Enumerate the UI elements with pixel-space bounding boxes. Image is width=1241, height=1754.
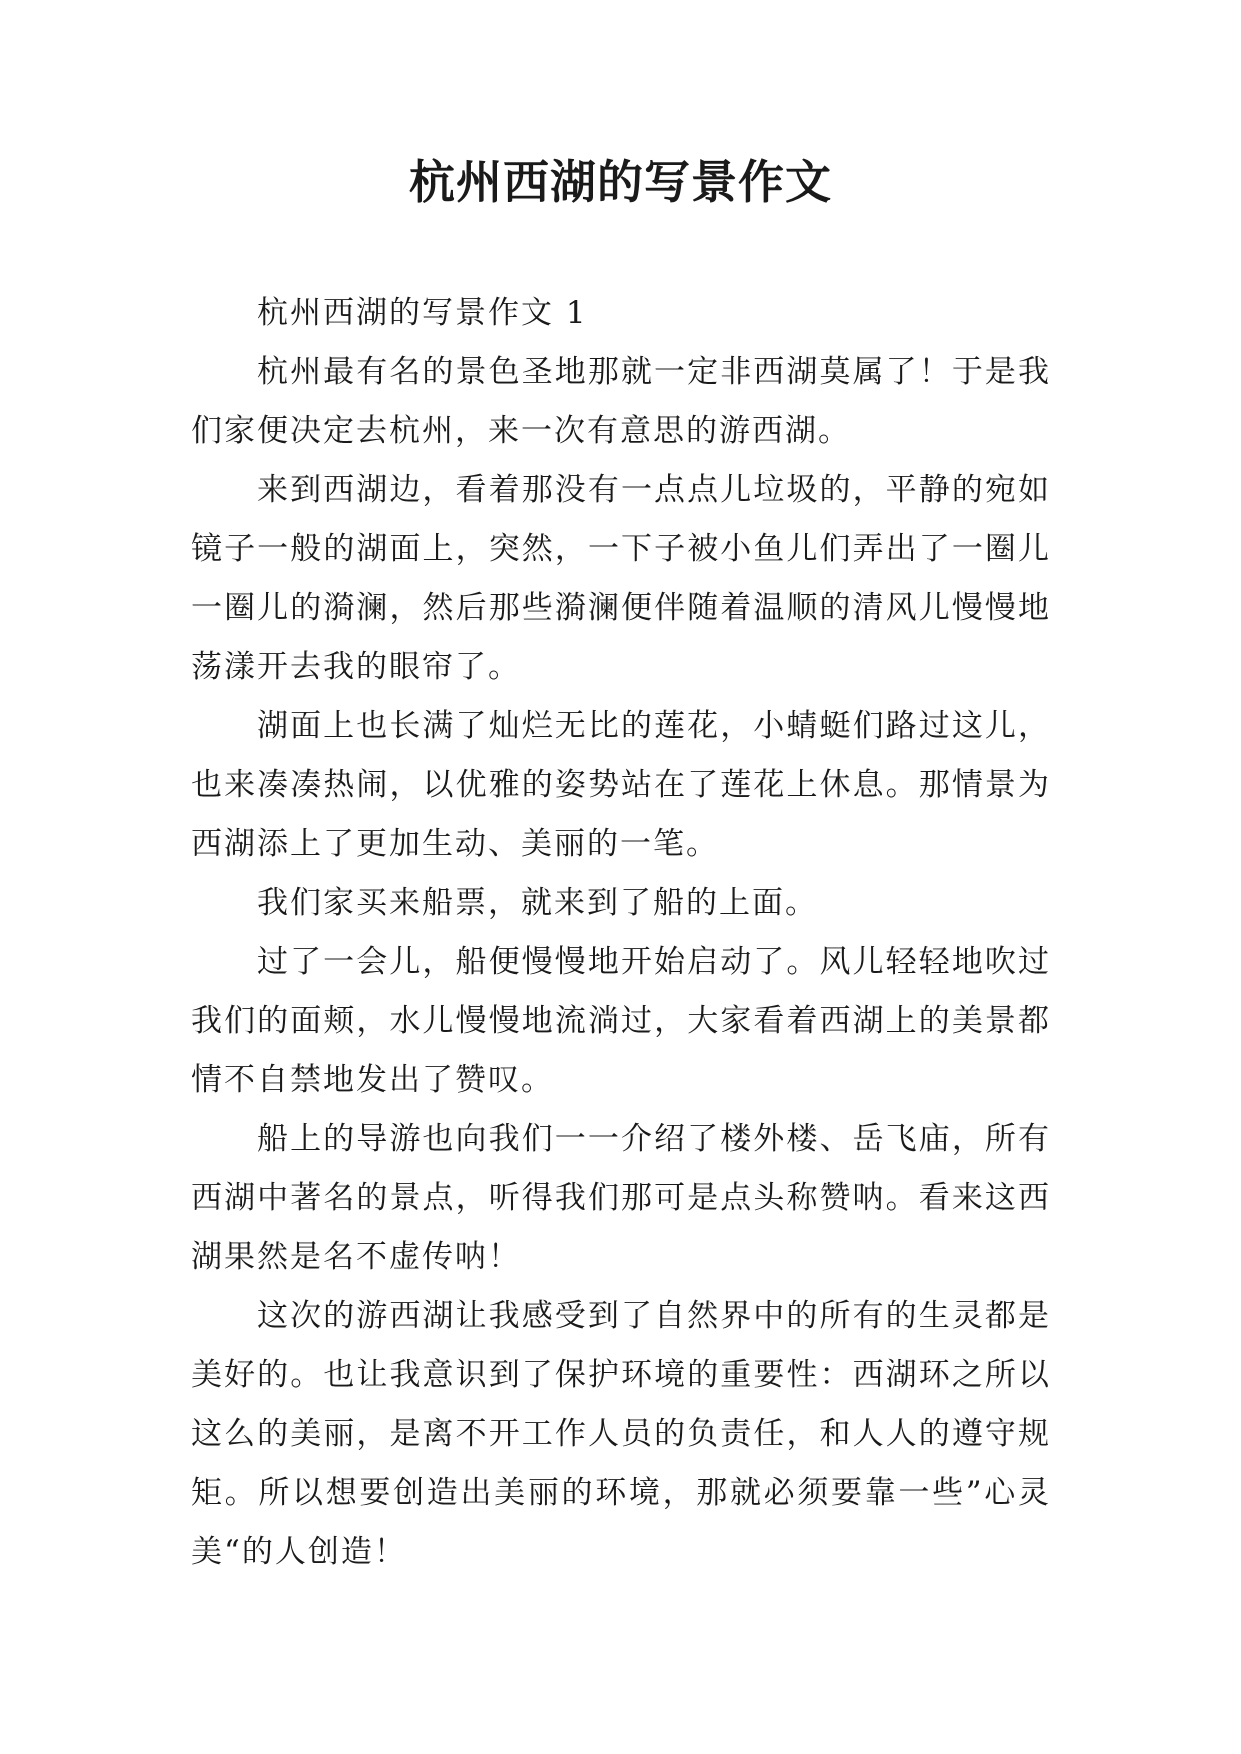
paragraph: 船上的导游也向我们一一介绍了楼外楼、岳飞庙，所有西湖中著名的景点，听得我们那可是点头称赞呐。看来这西湖果然是名不虚传呐！ bbox=[191, 1121, 1051, 1275]
paragraph: 杭州最有名的景色圣地那就一定非西湖莫属了！于是我们家便决定去杭州，来一次有意思的游西湖。 bbox=[191, 354, 1051, 449]
section-heading: 杭州西湖的写景作文 1 bbox=[257, 295, 588, 331]
document-title: 杭州西湖的写景作文 bbox=[409, 155, 832, 209]
paragraph: 来到西湖边，看着那没有一点点儿垃圾的，平静的宛如镜子一般的湖面上，突然，一下子被小鱼儿们弄出了一圈儿一圈儿的漪澜，然后那些漪澜便伴随着温顺的清风儿慢慢地荡漾开去我的眼帘了。 bbox=[191, 472, 1051, 685]
paragraph: 湖面上也长满了灿烂无比的莲花，小蜻蜓们路过这儿，也来凑凑热闹，以优雅的姿势站在了莲花上休息。那情景为西湖添上了更加生动、美丽的一笔。 bbox=[191, 708, 1051, 862]
paragraph: 这次的游西湖让我感受到了自然界中的所有的生灵都是美好的。也让我意识到了保护环境的重要性：西湖环之所以这么的美丽，是离不开工作人员的负责任，和人人的遵守规矩。所以想要创造出美丽的环境，那就必须要靠一些”心灵美“的人创造！ bbox=[191, 1298, 1051, 1570]
paragraph: 我们家买来船票，就来到了船的上面。 bbox=[257, 885, 818, 921]
document-body bbox=[191, 284, 1051, 1582]
paragraph: 过了一会儿，船便慢慢地开始启动了。风儿轻轻地吹过我们的面颊，水儿慢慢地流淌过，大家看着西湖上的美景都情不自禁地发出了赞叹。 bbox=[191, 944, 1051, 1098]
